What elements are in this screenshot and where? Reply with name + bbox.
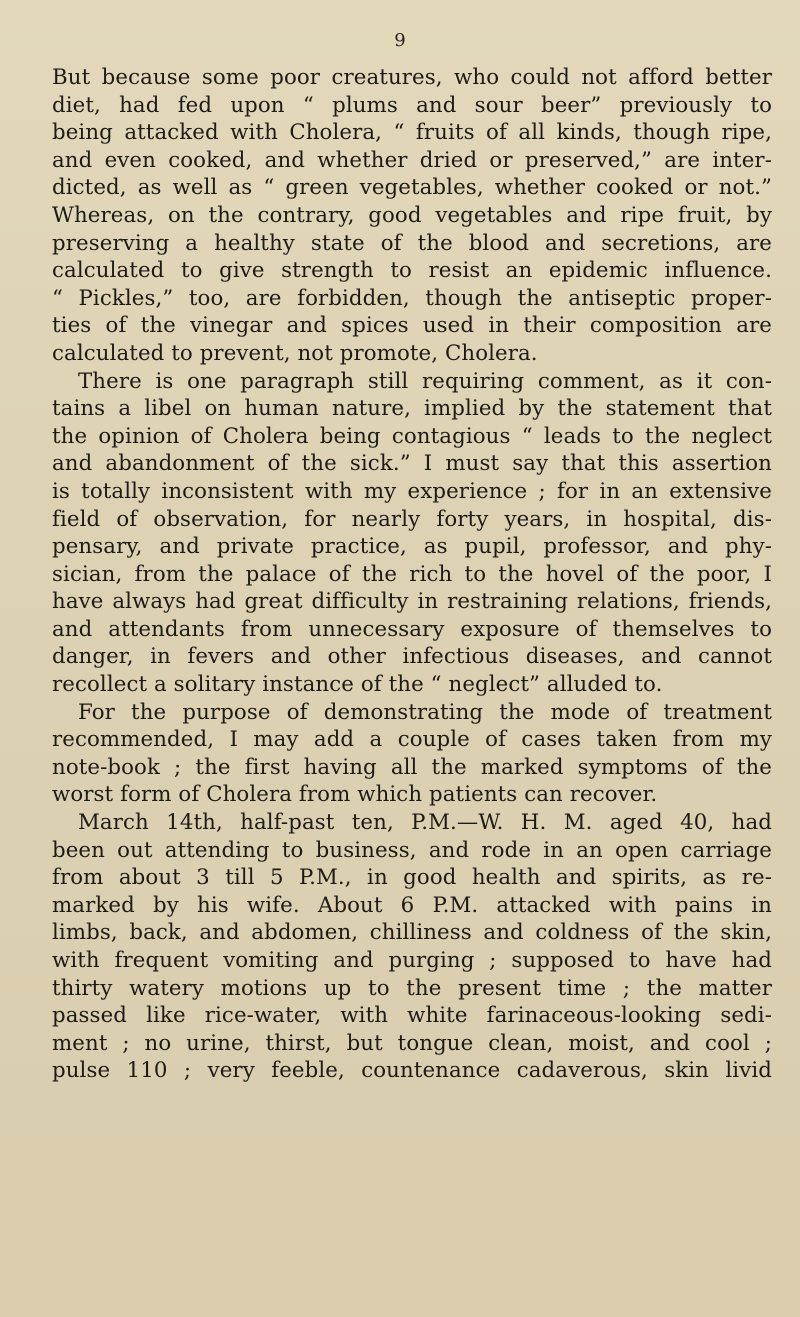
text-line: note-book ; the first having all the marked symptoms of the	[52, 754, 772, 780]
text-line: tains a libel on human nature, implied by the statement that	[52, 396, 772, 422]
page-number: 9	[394, 30, 406, 51]
text-line: the opinion of Cholera being contagious “ leads to the neglect	[52, 423, 772, 449]
text-line: But because some poor creatures, who could not afford better	[52, 65, 772, 90]
text-line: Whereas, on the contrary, good vegetables and ripe fruit, by	[52, 202, 772, 228]
text-line: March 14th, half-past ten, P.M.—W. H. M. aged 40, had	[78, 810, 772, 836]
text-line: being attacked with Cholera, “ fruits of all kinds, though ripe,	[52, 120, 772, 146]
text-line: thirty watery motions up to the present time ; the matter	[52, 975, 772, 1001]
text-line: preserving a healthy state of the blood and secretions, are	[52, 230, 772, 256]
text-line: and attendants from unnecessary exposure of themselves to	[52, 616, 772, 642]
text-line: marked by his wife. About 6 P.M. attacked with pains in	[52, 892, 772, 918]
text-line: field of observation, for nearly forty years, in hospital, dis-	[52, 506, 772, 532]
text-line: calculated to prevent, not promote, Cholera.	[52, 340, 538, 366]
text-line: diet, had fed upon “ plums and sour beer” previously to	[52, 92, 772, 118]
text-line: recommended, I may add a couple of cases taken from my	[52, 727, 772, 753]
text-line: from about 3 till 5 P.M., in good health and spirits, as re-	[52, 865, 772, 891]
text-line: is totally inconsistent with my experience ; for in an extensive	[52, 478, 772, 504]
text-line: recollect a solitary instance of the “ neglect” alluded to.	[52, 672, 663, 698]
text-line: “ Pickles,” too, are forbidden, though the antiseptic proper-	[52, 285, 772, 311]
text-line: calculated to give strength to resist an epidemic influence.	[52, 258, 772, 284]
text-line: limbs, back, and abdomen, chilliness and coldness of the skin,	[52, 920, 772, 946]
text-line: passed like rice-water, with white farinaceous-looking sedi-	[52, 1003, 772, 1029]
text-line: pensary, and private practice, as pupil, professor, and phy-	[52, 534, 772, 560]
text-line: sician, from the palace of the rich to the hovel of the poor, I	[52, 561, 772, 587]
text-line: have always had great difficulty in restraining relations, friends,	[52, 589, 772, 615]
text-line: danger, in fevers and other infectious diseases, and cannot	[52, 644, 772, 670]
text-line: and even cooked, and whether dried or preserved,” are inter-	[52, 147, 772, 173]
text-line: For the purpose of demonstrating the mode of treatment	[78, 699, 772, 725]
text-line: worst form of Cholera from which patients can recover.	[52, 782, 658, 808]
body-text	[52, 64, 772, 1085]
text-line: and abandonment of the sick.” I must say that this assertion	[52, 451, 772, 477]
text-line: been out attending to business, and rode in an open carriage	[52, 837, 772, 863]
text-line: with frequent vomiting and purging ; supposed to have had	[52, 948, 772, 973]
text-line: dicted, as well as “ green vegetables, whether cooked or not.”	[52, 175, 772, 201]
text-line: ment ; no urine, thirst, but tongue clean, moist, and cool ;	[52, 1030, 772, 1056]
text-line: ties of the vinegar and spices used in their composition are	[52, 313, 772, 339]
text-line: pulse 110 ; very feeble, countenance cadaverous, skin livid	[52, 1058, 772, 1084]
text-line: There is one paragraph still requiring comment, as it con-	[78, 368, 772, 394]
